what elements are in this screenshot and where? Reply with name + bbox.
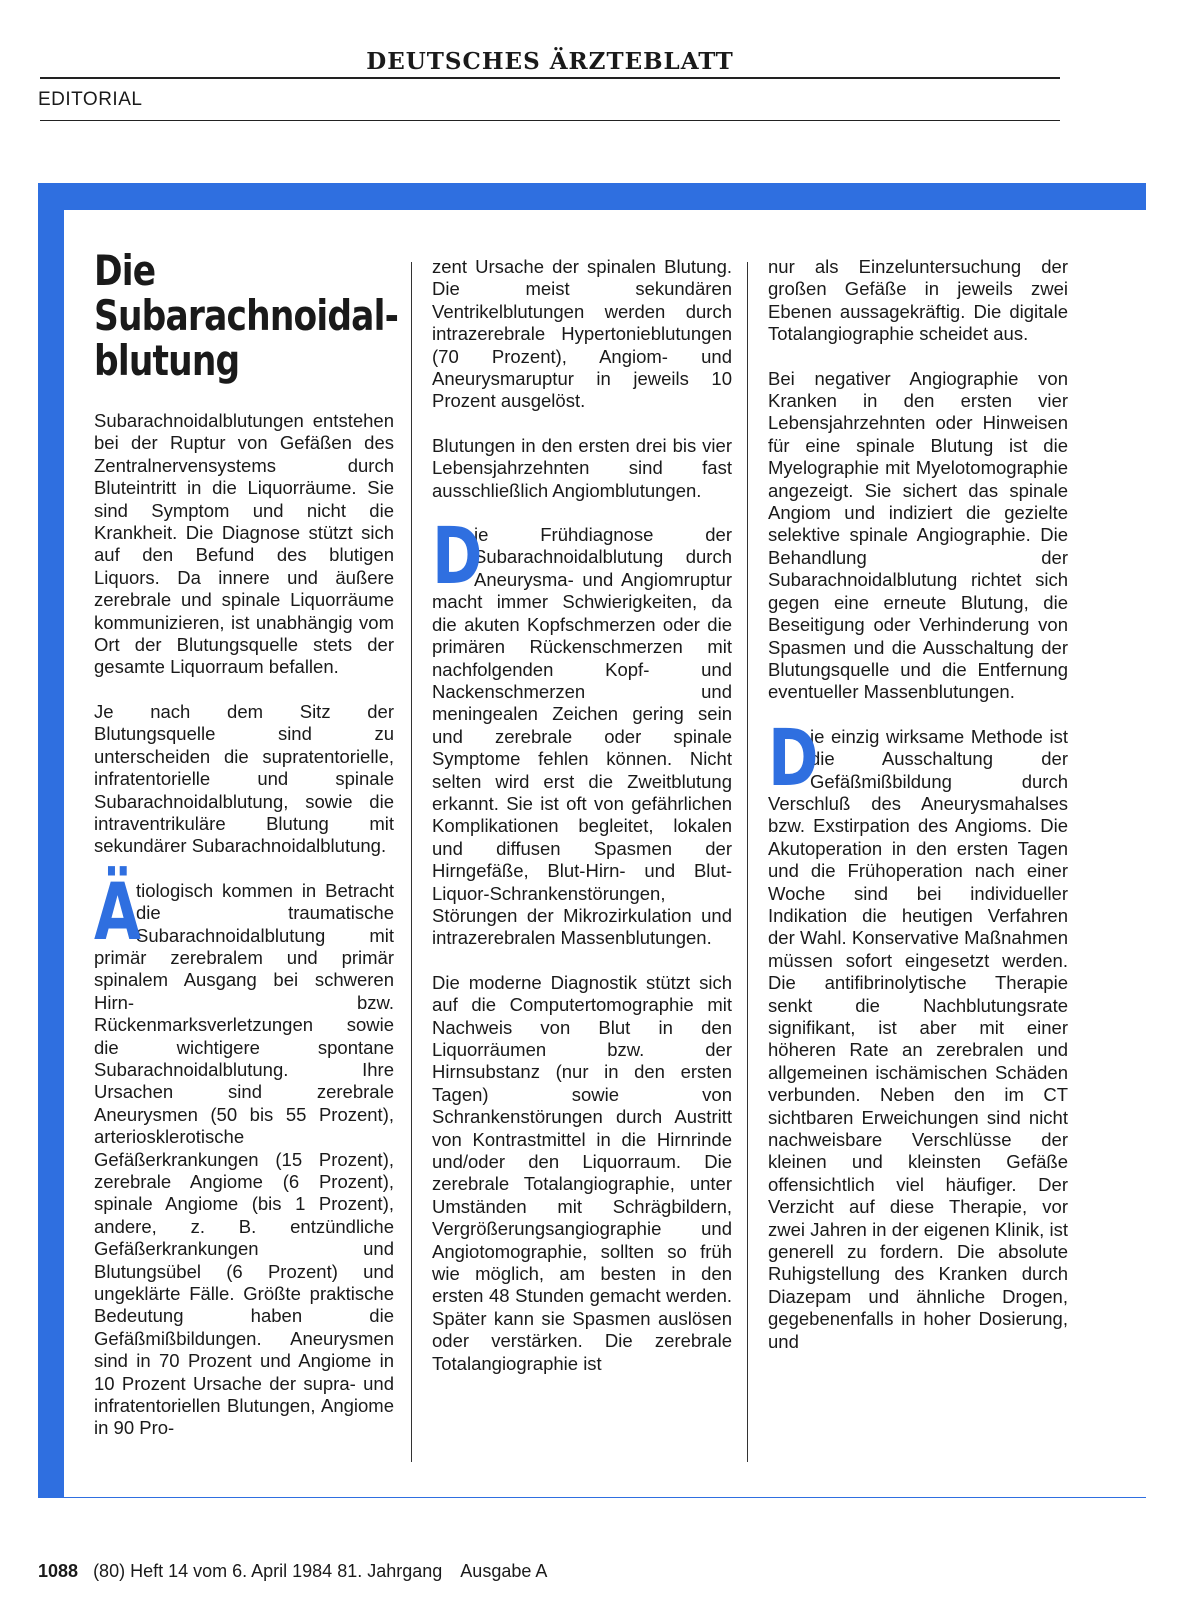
article-column-1 — [94, 410, 394, 1462]
paragraph: Blutungen in den ersten drei bis vier Lebensjahrzehnten sind fast ausschließlich Angiomblutungen. — [432, 434, 732, 501]
paragraph: Je nach dem Sitz der Blutungsquelle sind zu unterscheiden die supratentorielle, infratentorielle und spinale Subarachnoidalblutung, sowie die intraventrikuläre Blutung mit sekundärer Subarachnoidalblutung. — [94, 700, 394, 857]
column-divider — [411, 262, 412, 1462]
article-column-3 — [768, 256, 1068, 1375]
headline-line: Die — [94, 246, 156, 295]
article-column-2 — [432, 256, 732, 1397]
paragraph: zent Ursache der spinalen Blutung. Die meist sekundären Ventrikelblutungen werden durch intrazerebrale Hypertonieblutungen (70 Prozent), Angiom- und Aneurysmaruptur in jeweils 10 Prozent ausgelöst. — [432, 256, 732, 412]
dropcap: D — [432, 512, 483, 603]
page-footer — [38, 1560, 547, 1582]
section-label: EDITORIAL — [38, 89, 143, 110]
masthead-rule — [40, 77, 1060, 79]
paragraph-text: tiologisch kommen in Betracht die traumatische Subarachnoidalblutung mit primär zerebralem und primär spinalem Ausgang bei schweren Hirn- bzw. Rückenmarksverletzungen sowie die wichtigere spontane Subarachnoidalblutung. Ihre Ursachen sind zerebrale Aneurysmen (50 bis 55 Prozent), arteriosklerotische Gefäßerkrankungen (15 Prozent), zerebrale Angiome (6 Prozent), spinale Angiome (bis 1 Prozent), andere, z. B. entzündliche Gefäßerkrankungen und Blutungsübel (6 Prozent) und ungeklärte Fälle. Größte praktische Bedeutung haben die Gefäßmißbildungen. Aneurysmen sind in 70 Prozent und Angiome in 10 Prozent Ursache der supra- und infratentoriellen Blutungen, Angiome in 90 Pro- — [94, 879, 394, 1439]
dropcap: Ä — [94, 867, 142, 958]
paragraph: Bei negativer Angiographie von Kranken in den ersten vier Lebensjahrzehnten oder Hinweisen für eine spinale Blutung ist die Myelographie mit Myelotomographie angezeigt. Sie sichert das spinale Angiom und indiziert die gezielte selektive spinale Angiographie. Die Behandlung der Subarachnoidalblutung richtet sich gegen eine erneute Blutung, die Beseitigung oder Verhinderung von Spasmen und die Ausschaltung der Blutungsquelle und die Entfernung eventueller Massenblutungen. — [768, 367, 1068, 703]
paragraph: Subarachnoidalblutungen entstehen bei der Ruptur von Gefäßen des Zentralnervensystems durch Bluteintritt in die Liquorräume. Sie sind Symptom und nicht die Krankheit. Die Diagnose stützt sich auf den Befund des blutigen Liquors. Da innere und äußere zerebrale und spinale Liquorräume kommunizieren, ist unabhängig vom Ort der Blutungsquelle stets der gesamte Liquorraum befallen. — [94, 410, 394, 678]
paragraph-with-dropcap — [768, 713, 1068, 1353]
page-number: 1088 — [38, 1561, 79, 1581]
paragraph-with-dropcap — [432, 512, 732, 950]
paragraph-with-dropcap — [94, 867, 394, 1440]
edition-label: Ausgabe A — [460, 1561, 548, 1581]
paragraph: Die moderne Diagnostik stützt sich auf die Computertomographie mit Nachweis von Blut in den Liquorräumen bzw. der Hirnsubstanz (nur in den ersten Tagen) sowie von Schrankenstörungen durch Austritt von Kontrastmittel in die Hirnrinde und/oder den Liquorraum. Die zerebrale Totalangiographie, unter Umständen mit Schrägbildern, Vergrößerungsangiographie und Angiotomographie, sollten so früh wie möglich, am besten in den ersten 48 Stunden gemacht werden. Später kann sie Spasmen auslösen oder verstärken. Die zerebrale Totalangiographie ist — [432, 971, 732, 1374]
paragraph-text: ie Frühdiagnose der Subarachnoidalblutung durch Aneurysma- und Angiomruptur macht immer Schwierigkeiten, da die akuten Kopfschmerzen oder die primären Rückenschmerzen mit nachfolgenden Kopf- und Nackenschmerzen und meningealen Zeichen gering sein und zerebrale oder spinale Symptome fehlen können. Nicht selten wird erst die Zweitblutung erkannt. Sie ist oft von gefährlichen Komplikationen begleitet, lokalen und diffusen Spasmen der Hirngefäße, Blut-Hirn- und Blut-Liquor-Schrankenstörungen, Störungen der Mikrozirkulation und intrazerebralen Massenblutungen. — [432, 524, 732, 949]
column-divider — [747, 262, 748, 1462]
paragraph-text: ie einzig wirksame Methode ist die Ausschaltung der Gefäßmißbildung durch Verschluß des Aneurysmahalses bzw. Exstirpation des Angioms. Die Akutoperation in den ersten Tagen und die Frühoperation nach einer Woche sind bei individueller Indikation die heutigen Verfahren der Wahl. Konservative Maßnahmen müssen sofort eingesetzt werden. Die antifibrinolytische Therapie senkt die Nachblutungsrate signifikant, ist aber mit einer höheren Rate an zerebralen und allgemeinen ischämischen Schäden verbunden. Neben den im CT sichtbaren Erweichungen sind nicht nachweisbare Verschlüsse der kleinen und kleinsten Gefäße offensichtlich viel häufiger. Der Verzicht auf diese Therapie, vor zwei Jahren in der eigenen Klinik, ist generell zu fordern. Die absolute Ruhigstellung des Kranken durch Diazepam und ähnliche Drogen, gegebenenfalls in hoher Dosierung, und — [768, 725, 1068, 1352]
section-rule — [40, 120, 1060, 121]
masthead: DEUTSCHES ÄRZTEBLATT — [366, 48, 734, 75]
article-headline — [94, 246, 399, 385]
paragraph: nur als Einzeluntersuchung der großen Gefäße in jeweils zwei Ebenen aussagekräftig. Die digitale Totalangiographie scheidet aus. — [768, 256, 1068, 345]
headline-line: blutung — [94, 336, 240, 385]
issue-info: (80) Heft 14 vom 6. April 1984 81. Jahrgang — [93, 1561, 443, 1581]
headline-line: Subarachnoidal- — [94, 291, 399, 340]
dropcap: D — [768, 713, 819, 804]
